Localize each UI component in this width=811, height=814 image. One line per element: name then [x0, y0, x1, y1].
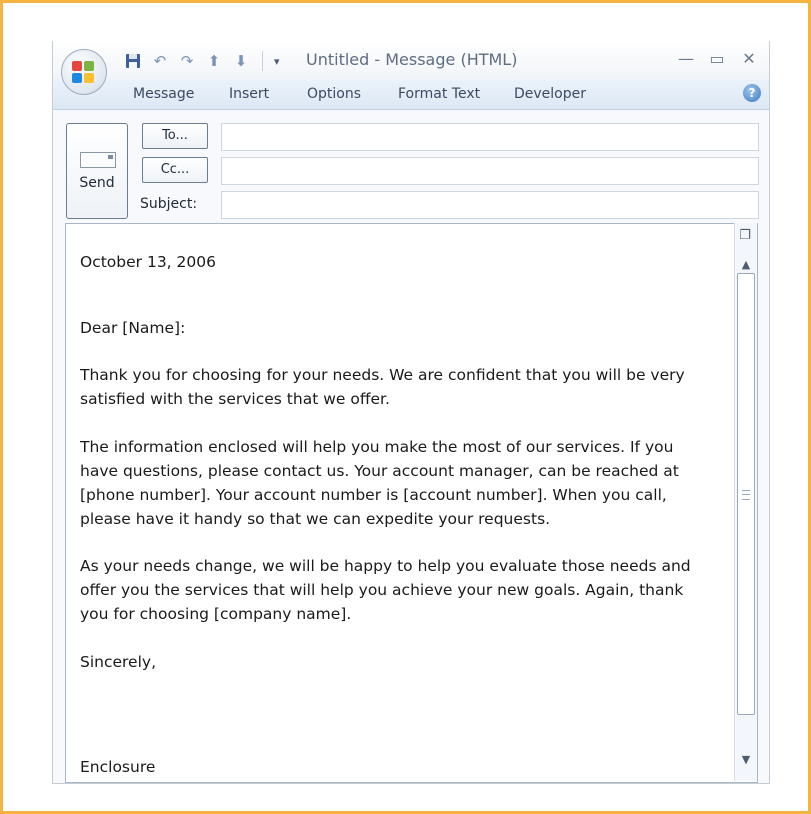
letter-greeting: Dear [Name]: [80, 319, 186, 337]
cc-field[interactable] [221, 157, 759, 185]
tab-developer[interactable]: Developer [514, 86, 587, 102]
ribbon-tabs [53, 79, 769, 110]
tab-format-text[interactable]: Format Text [398, 86, 481, 102]
paragraph-line: please have it handy so that we can expedite your requests. [80, 510, 551, 528]
paragraph-line: [phone number]. Your account number is [account number]. When you call, [80, 486, 667, 504]
paragraph-line: The information enclosed will help you make the most of our services. If you [80, 438, 674, 456]
subject-field[interactable] [221, 191, 759, 219]
save-icon[interactable] [123, 51, 143, 71]
subject-label: Subject: [140, 196, 198, 212]
qat-separator [262, 51, 263, 71]
cc-button[interactable]: Cc... [142, 157, 208, 183]
paragraph-line: Thank you for choosing for your needs. We are confident that you will be very [80, 366, 685, 384]
paragraph-line: have questions, please contact us. Your account manager, can be reached at [80, 462, 679, 480]
send-label: Send [79, 175, 115, 191]
paragraph-line: you for choosing [company name]. [80, 605, 352, 623]
window-title: Untitled - Message (HTML) [306, 50, 518, 69]
maximize-button[interactable]: ▭ [709, 49, 725, 68]
send-button[interactable] [66, 123, 128, 219]
close-button[interactable]: ✕ [742, 49, 756, 68]
letter-date: October 13, 2006 [80, 253, 216, 271]
title-bar [53, 41, 769, 79]
scroll-down-arrow-icon[interactable]: ▼ [741, 753, 751, 766]
help-icon[interactable]: ? [743, 84, 761, 102]
office-logo-icon [72, 61, 94, 83]
message-window [52, 41, 770, 784]
arrow-down-icon[interactable]: ⬇ [234, 52, 248, 70]
arrow-up-icon[interactable]: ⬆ [207, 52, 221, 70]
redo-icon[interactable]: ↷ [180, 52, 194, 70]
paragraph-line: As your needs change, we will be happy to help you evaluate those needs and [80, 557, 691, 575]
office-button[interactable] [61, 49, 107, 95]
view-ruler-icon[interactable]: ❐ [739, 228, 751, 243]
tab-options[interactable]: Options [307, 86, 362, 102]
vertical-scrollbar[interactable] [734, 223, 757, 781]
scroll-up-arrow-icon[interactable]: ▲ [741, 258, 751, 271]
envelope-icon [80, 152, 116, 168]
minimize-button[interactable]: — [678, 49, 694, 68]
message-body[interactable] [65, 223, 758, 783]
undo-icon[interactable]: ↶ [153, 52, 167, 70]
tab-insert[interactable]: Insert [229, 86, 270, 102]
paragraph-line: satisfied with the services that we offer. [80, 390, 390, 408]
letter-enclosure: Enclosure [80, 758, 156, 776]
customize-qat-button[interactable]: ▾ [274, 54, 280, 68]
to-field[interactable] [221, 123, 759, 151]
letter-closing: Sincerely, [80, 653, 157, 671]
paragraph-line: offer you the services that will help you achieve your new goals. Again, thank [80, 581, 684, 599]
quick-access-toolbar [123, 50, 280, 72]
scroll-thumb[interactable] [737, 273, 755, 715]
tab-message[interactable]: Message [133, 86, 195, 102]
grip-icon [742, 490, 750, 500]
to-button[interactable]: To... [142, 123, 208, 149]
